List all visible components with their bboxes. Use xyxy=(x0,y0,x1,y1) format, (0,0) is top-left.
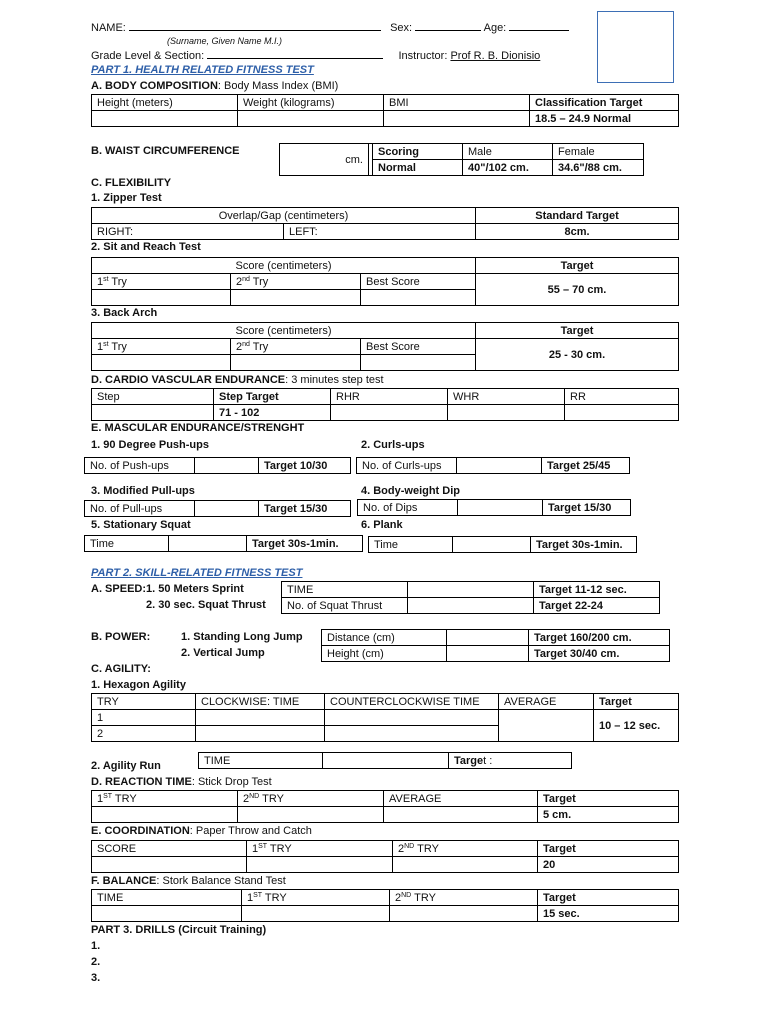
back-best-cell[interactable] xyxy=(361,355,476,371)
sit-best-cell[interactable] xyxy=(361,290,476,306)
pullups-label: No. of Pull-ups xyxy=(85,501,195,517)
run-target: Target : xyxy=(449,753,572,769)
part3-title: PART 3. DRILLS (Circuit Training) xyxy=(91,924,267,936)
drill-item: 1. xyxy=(91,940,101,952)
agility-heading: C. AGILITY: xyxy=(91,663,151,675)
balance-try2: 2ND TRY xyxy=(390,890,538,906)
cardio-step: Step xyxy=(92,389,214,405)
pullups-cell[interactable] xyxy=(195,501,259,517)
cardio-step-value: 71 - 102 xyxy=(214,405,331,421)
hex-cw-1[interactable] xyxy=(196,710,325,726)
pullups-target: Target 15/30 xyxy=(259,501,351,517)
hex-ccw-2[interactable] xyxy=(325,726,499,742)
sit-heading: 2. Sit and Reach Test xyxy=(91,241,201,253)
name-label: NAME: xyxy=(91,22,126,34)
grade-row xyxy=(91,48,540,63)
power-height-cell[interactable] xyxy=(447,646,529,662)
speed-target1: Target 11-12 sec. xyxy=(534,582,660,598)
bmi-col-target: Classification Target xyxy=(530,95,679,111)
run-time-cell[interactable] xyxy=(323,753,449,769)
coordination-target-label: Target xyxy=(538,841,679,857)
cardio-step-target: Step Target xyxy=(214,389,331,405)
hex-ccw: COUNTERCLOCKWISE TIME xyxy=(325,694,499,710)
balance-table xyxy=(91,889,679,922)
reaction-try2-cell[interactable] xyxy=(238,807,384,823)
back-try2-label: 2nd Try xyxy=(231,339,361,355)
speed-item2: 2. 30 sec. Squat Thrust xyxy=(146,599,266,611)
curls-label: No. of Curls-ups xyxy=(357,458,457,474)
plank-target: Target 30s-1min. xyxy=(531,537,637,553)
cardio-rhr-cell[interactable] xyxy=(331,405,448,421)
waist-female-value: 34.6"/88 cm. xyxy=(553,160,644,176)
reaction-subheading: : Stick Drop Test xyxy=(191,776,272,788)
waist-input[interactable]: cm. xyxy=(280,144,369,176)
cardio-whr: WHR xyxy=(448,389,565,405)
plank-table xyxy=(368,536,637,553)
back-heading: 3. Back Arch xyxy=(91,307,158,319)
waist-normal: Normal xyxy=(373,160,463,176)
power-distance: Distance (cm) xyxy=(322,630,447,646)
reaction-try2: 2ND TRY xyxy=(238,791,384,807)
sit-try1-cell[interactable] xyxy=(92,290,231,306)
speed-time-cell[interactable] xyxy=(408,582,534,598)
sit-try1-label: 1st Try xyxy=(92,274,231,290)
back-try1-label: 1st Try xyxy=(92,339,231,355)
waist-female: Female xyxy=(553,144,644,160)
cardio-heading-row xyxy=(91,373,384,387)
balance-target: 15 sec. xyxy=(538,906,679,922)
squat-label: Time xyxy=(85,536,169,552)
bmi-weight-cell[interactable] xyxy=(238,111,384,127)
zipper-target: 8cm. xyxy=(476,224,679,240)
curls-target: Target 25/45 xyxy=(542,458,630,474)
drill-item: 3. xyxy=(91,972,101,984)
reaction-heading: D. REACTION TIME xyxy=(91,776,192,788)
part2-title: PART 2. SKILL-RELATED FITNESS TEST xyxy=(91,567,303,579)
power-target2: Target 30/40 cm. xyxy=(529,646,670,662)
dip-label: No. of Dips xyxy=(358,500,458,516)
speed-table xyxy=(281,581,660,614)
photo-box[interactable] xyxy=(597,11,674,83)
pushups-target: Target 10/30 xyxy=(259,458,351,474)
waist-scoring: Scoring xyxy=(373,144,463,160)
pushups-table xyxy=(84,457,351,474)
back-best-label: Best Score xyxy=(361,339,476,355)
part1-title: PART 1. HEALTH RELATED FITNESS TEST xyxy=(91,64,314,76)
hex-avg-cell[interactable] xyxy=(499,710,594,742)
back-try1-cell[interactable] xyxy=(92,355,231,371)
hex-row1: 1 xyxy=(92,710,196,726)
age-label: Age: xyxy=(483,22,507,34)
back-try2-cell[interactable] xyxy=(231,355,361,371)
hexagon-heading: 1. Hexagon Agility xyxy=(91,679,186,691)
squat-cell[interactable] xyxy=(169,536,247,552)
bmi-subheading: : Body Mass Index (BMI) xyxy=(217,80,339,92)
run-time: TIME xyxy=(199,753,323,769)
power-distance-cell[interactable] xyxy=(447,630,529,646)
flex-heading: C. FLEXIBILITY xyxy=(91,177,172,189)
waist-male-value: 40"/102 cm. xyxy=(463,160,553,176)
plank-heading: 6. Plank xyxy=(361,519,403,531)
bmi-col-height: Height (meters) xyxy=(92,95,238,111)
reaction-table xyxy=(91,790,679,823)
hex-cw-2[interactable] xyxy=(196,726,325,742)
dip-target: Target 15/30 xyxy=(543,500,631,516)
curls-cell[interactable] xyxy=(457,458,542,474)
sit-best-label: Best Score xyxy=(361,274,476,290)
speed-time: TIME xyxy=(282,582,408,598)
reaction-heading-row xyxy=(91,775,272,789)
name-field[interactable] xyxy=(129,20,381,31)
grade-label: Grade Level & Section: xyxy=(91,50,205,62)
hexagon-table xyxy=(91,693,679,742)
muscular-heading: E. MASCULAR ENDURANCE/STRENGHT xyxy=(91,422,305,434)
waist-heading: B. WAIST CIRCUMFERENCE xyxy=(91,145,240,157)
zipper-left[interactable]: LEFT: xyxy=(284,224,476,240)
plank-cell[interactable] xyxy=(453,537,531,553)
balance-try2-cell[interactable] xyxy=(390,906,538,922)
hex-target-label: Target xyxy=(594,694,679,710)
hex-cw: CLOCKWISE: TIME xyxy=(196,694,325,710)
sex-label: Sex: xyxy=(390,22,413,34)
back-score-col: Score (centimeters) xyxy=(92,323,476,339)
hex-try: TRY xyxy=(92,694,196,710)
reaction-avg: AVERAGE xyxy=(384,791,538,807)
power-target1: Target 160/200 cm. xyxy=(529,630,670,646)
bmi-value-cell[interactable] xyxy=(384,111,530,127)
instructor-name: Prof R. B. Dionisio xyxy=(450,50,541,62)
waist-male: Male xyxy=(463,144,553,160)
sex-field[interactable] xyxy=(415,20,481,31)
name-row xyxy=(91,20,569,35)
coordination-try2-cell[interactable] xyxy=(393,857,538,873)
zipper-right[interactable]: RIGHT: xyxy=(92,224,284,240)
balance-heading: F. BALANCE xyxy=(91,875,157,887)
reaction-try1: 1ST TRY xyxy=(92,791,238,807)
squat-heading: 5. Stationary Squat xyxy=(91,519,191,531)
coordination-heading: E. COORDINATION xyxy=(91,825,190,837)
coordination-try1: 1ST TRY xyxy=(247,841,393,857)
balance-time-cell[interactable] xyxy=(92,906,242,922)
power-heading: B. POWER: xyxy=(91,631,151,643)
back-target-label: Target xyxy=(476,323,679,339)
balance-target-label: Target xyxy=(538,890,679,906)
cardio-rr: RR xyxy=(565,389,679,405)
agility-run-table xyxy=(198,752,572,769)
reaction-target-label: Target xyxy=(538,791,679,807)
speed-target2: Target 22-24 xyxy=(534,598,660,614)
bmi-col-bmi: BMI xyxy=(384,95,530,111)
instructor-label: Instructor: xyxy=(398,50,448,62)
pullups-heading: 3. Modified Pull-ups xyxy=(91,485,195,497)
bmi-target-value: 18.5 – 24.9 Normal xyxy=(530,111,679,127)
zipper-col: Overlap/Gap (centimeters) xyxy=(92,208,476,224)
sit-try2-label: 2nd Try xyxy=(231,274,361,290)
plank-label: Time xyxy=(369,537,453,553)
balance-subheading: : Stork Balance Stand Test xyxy=(156,875,286,887)
coordination-subheading: : Paper Throw and Catch xyxy=(189,825,312,837)
reaction-target: 5 cm. xyxy=(538,807,679,823)
balance-heading-row xyxy=(91,874,286,888)
squat-target: Target 30s-1min. xyxy=(247,536,363,552)
grade-field[interactable] xyxy=(207,48,383,59)
back-target: 25 - 30 cm. xyxy=(476,339,679,371)
zipper-heading: 1. Zipper Test xyxy=(91,192,162,204)
power-height: Height (cm) xyxy=(322,646,447,662)
speed-squat: No. of Squat Thrust xyxy=(282,598,408,614)
speed-squat-cell[interactable] xyxy=(408,598,534,614)
coordination-table xyxy=(91,840,679,873)
sit-target-label: Target xyxy=(476,258,679,274)
pushups-label: No. of Push-ups xyxy=(85,458,195,474)
power-item2: 2. Vertical Jump xyxy=(181,647,265,659)
bmi-heading-row xyxy=(91,79,338,93)
balance-time: TIME xyxy=(92,890,242,906)
waist-table xyxy=(279,143,644,176)
dip-heading: 4. Body-weight Dip xyxy=(361,485,460,497)
dip-table xyxy=(357,499,631,516)
dip-cell[interactable] xyxy=(458,500,543,516)
balance-try1: 1ST TRY xyxy=(242,890,390,906)
name-hint: (Surname, Given Name M.I.) xyxy=(167,36,283,46)
power-table xyxy=(321,629,670,662)
zipper-target-label: Standard Target xyxy=(476,208,679,224)
coordination-try1-cell[interactable] xyxy=(247,857,393,873)
pullups-table xyxy=(84,500,351,517)
cardio-whr-cell[interactable] xyxy=(448,405,565,421)
age-field[interactable] xyxy=(509,20,569,31)
bmi-height-cell[interactable] xyxy=(92,111,238,127)
sit-target: 55 – 70 cm. xyxy=(476,274,679,306)
sit-try2-cell[interactable] xyxy=(231,290,361,306)
pushups-heading: 1. 90 Degree Push-ups xyxy=(91,439,209,451)
coordination-target: 20 xyxy=(538,857,679,873)
pushups-cell[interactable] xyxy=(195,458,259,474)
bmi-heading: A. BODY COMPOSITION xyxy=(91,80,218,92)
hex-target: 10 – 12 sec. xyxy=(594,710,679,742)
curls-table xyxy=(356,457,630,474)
cardio-subheading: : 3 minutes step test xyxy=(285,374,384,386)
curls-heading: 2. Curls-ups xyxy=(361,439,425,451)
coordination-try2: 2ND TRY xyxy=(393,841,538,857)
bmi-table xyxy=(91,94,679,127)
hex-ccw-1[interactable] xyxy=(325,710,499,726)
speed-item1: 1. 50 Meters Sprint xyxy=(146,583,244,595)
cardio-step-cell[interactable] xyxy=(92,405,214,421)
bmi-col-weight: Weight (kilograms) xyxy=(238,95,384,111)
coordination-score: SCORE xyxy=(92,841,247,857)
agility-run-heading: 2. Agility Run xyxy=(91,760,161,772)
balance-try1-cell[interactable] xyxy=(242,906,390,922)
zipper-table xyxy=(91,207,679,240)
back-table xyxy=(91,322,679,371)
sit-table xyxy=(91,257,679,306)
power-item1: 1. Standing Long Jump xyxy=(181,631,303,643)
reaction-try1-cell[interactable] xyxy=(92,807,238,823)
cardio-rhr: RHR xyxy=(331,389,448,405)
hex-row2: 2 xyxy=(92,726,196,742)
squat-table xyxy=(84,535,363,552)
speed-heading: A. SPEED: xyxy=(91,583,147,595)
coordination-heading-row xyxy=(91,824,312,838)
cardio-table xyxy=(91,388,679,421)
drill-item: 2. xyxy=(91,956,101,968)
hex-avg: AVERAGE xyxy=(499,694,594,710)
reaction-avg-cell[interactable] xyxy=(384,807,538,823)
coordination-score-cell[interactable] xyxy=(92,857,247,873)
sit-score-col: Score (centimeters) xyxy=(92,258,476,274)
cardio-rr-cell[interactable] xyxy=(565,405,679,421)
cardio-heading: D. CARDIO VASCULAR ENDURANCE xyxy=(91,374,286,386)
